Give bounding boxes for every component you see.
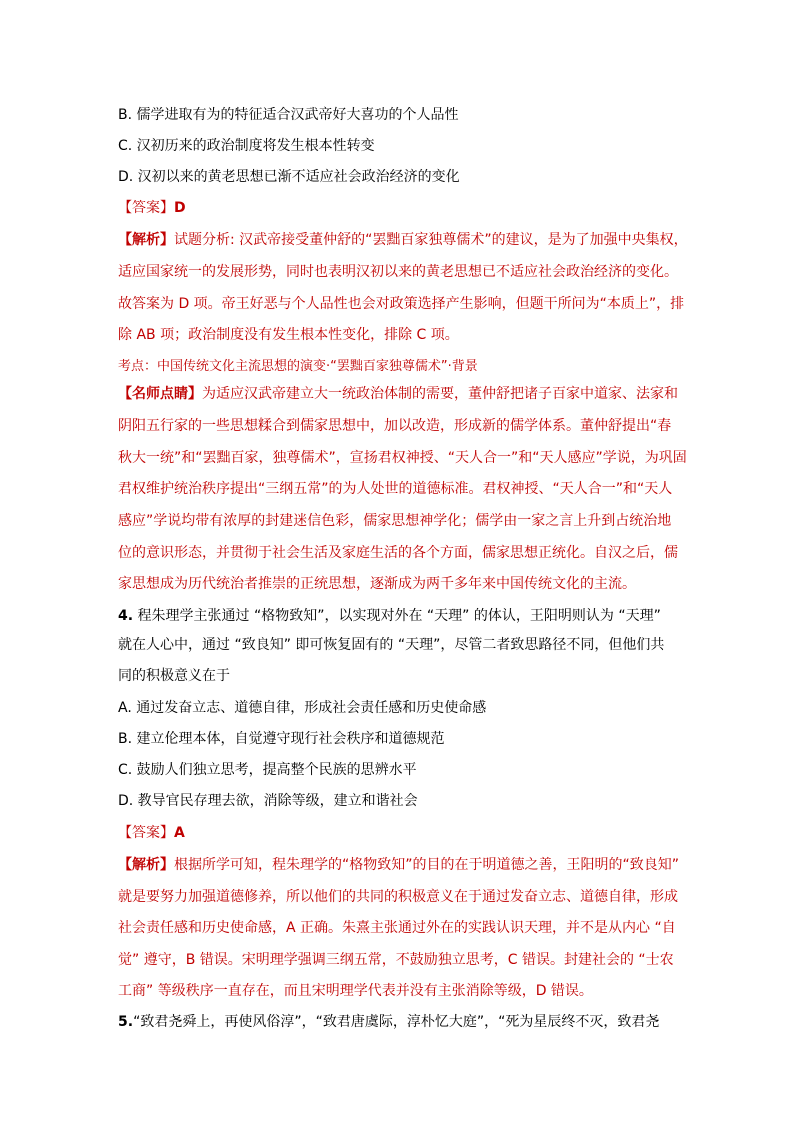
q3-analysis-line-4: 除 AB 项；政治制度没有发生根本性变化，排除 C 项。 [118, 327, 459, 343]
question-text: “致君尧舜上，再使风俗淳”，“致君唐虞际，淳朴忆大庭”，“死为星辰终不灭，致君尧 [133, 1014, 660, 1030]
q4-analysis-line-5: 工商” 等级秩序一直存在，而且宋明理学代表并没有主张消除等级，D 错误。 [118, 983, 593, 999]
q4-analysis-line-3: 社会责任感和历史使命感，A 正确。朱熹主张通过外在的实践认识天理，并不是从内心 “自 [118, 920, 676, 936]
answer-value: A [174, 825, 185, 841]
q4-stem-line-2: 就在人心中，通过 “致良知” 即可恢复固有的 “天理”，尽管二者致思路径不同，但他们共 [118, 637, 665, 653]
q4-option-a: A. 通过发奋立志、道德自律，形成社会责任感和历史使命感 [118, 700, 487, 716]
q3-teacher-line-2: 阴阳五行家的一些思想糅合到儒家思想中，加以改造，形成新的儒学体系。董仲舒提出“春 [118, 418, 672, 434]
answer-label: 【答案】 [118, 200, 174, 216]
question-number: 4. [118, 608, 134, 624]
q3-analysis-line-1 [118, 229, 688, 249]
q3-teacher-line-7: 家思想成为历代统治者推崇的正统思想，逐渐成为两千多年来中国传统文化的主流。 [118, 576, 636, 592]
q3-option-b: B. 儒学进取有为的特征适合汉武帝好大喜功的个人品性 [118, 107, 459, 123]
q4-option-d: D. 教导官民存理去欲，消除等级，建立和谐社会 [118, 793, 418, 809]
q3-teacher-line-1 [118, 383, 678, 403]
q3-teacher-line-5: 感应”学说均带有浓厚的封建迷信色彩，儒家思想神学化；儒学由一家之言上升到占统治地 [118, 513, 672, 529]
teacher-text: 为适应汉武帝建立大一统政治体制的需要，董仲舒把诸子百家中道家、法家和 [202, 386, 678, 402]
analysis-text: 试题分析: 汉武帝接受董仲舒的“罢黜百家独尊儒术”的建议，是为了加强中央集权， [174, 232, 688, 248]
q3-option-d: D. 汉初以来的黄老思想已渐不适应社会政治经济的变化 [118, 169, 460, 185]
q4-option-b: B. 建立伦理本体，自觉遵守现行社会秩序和道德规范 [118, 731, 445, 747]
q5-stem-line-1 [118, 1011, 659, 1031]
q3-kaodian: 考点：中国传统文化主流思想的演变·“罢黜百家独尊儒术”·背景 [118, 359, 478, 374]
q3-analysis-line-3: 故答案为 D 项。帝王好恶与个人品性也会对政策选择产生影响，但题干所问为“本质上”，排 [118, 296, 685, 312]
q4-stem-line-3: 同的积极意义在于 [118, 668, 230, 684]
q3-option-c: C. 汉初历来的政治制度将发生根本性转变 [118, 138, 375, 154]
q3-analysis-line-2: 适应国家统一的发展形势，同时也表明汉初以来的黄老思想已不适应社会政治经济的变化。 [118, 264, 678, 280]
question-number: 5. [118, 1014, 134, 1030]
q3-teacher-line-4: 君权维护统治秩序提出“三纲五常”的为人处世的道德标准。君权神授、“天人合一”和“天人 [118, 481, 673, 497]
analysis-label: 【解析】 [118, 232, 174, 248]
answer-value: D [174, 200, 186, 216]
q4-stem-line-1 [118, 605, 661, 625]
q4-analysis-line-4: 觉” 遵守，B 错误。宋明理学强调三纲五常，不鼓励独立思考，C 错误。封建社会的 “士农 [118, 952, 674, 968]
analysis-label: 【解析】 [118, 857, 174, 873]
answer-label: 【答案】 [118, 825, 174, 841]
q3-teacher-line-6: 位的意识形态，并贯彻于社会生活及家庭生活的各个方面，儒家思想正统化。自汉之后，儒 [118, 545, 678, 561]
q4-analysis-line-1 [118, 854, 679, 874]
q4-option-c: C. 鼓励人们独立思考，提高整个民族的思辨水平 [118, 762, 417, 778]
q4-answer [118, 822, 185, 842]
q4-analysis-line-2: 就是要努力加强道德修养，所以他们的共同的积极意义在于通过发奋立志、道德自律，形成 [118, 889, 678, 905]
analysis-text: 根据所学可知，程朱理学的“格物致知”的目的在于明道德之善，王阳明的“致良知” [174, 857, 680, 873]
q3-answer [118, 197, 186, 217]
teacher-label: 【名师点睛】 [118, 386, 202, 402]
question-text: 程朱理学主张通过 “格物致知”，以实现对外在 “天理” 的体认，王阳明则认为 “天理” [133, 608, 661, 624]
q3-teacher-line-3: 秋大一统”和“罢黜百家，独尊儒术”，宣扬君权神授、“天人合一”和“天人感应”学说，为巩固 [118, 450, 687, 466]
